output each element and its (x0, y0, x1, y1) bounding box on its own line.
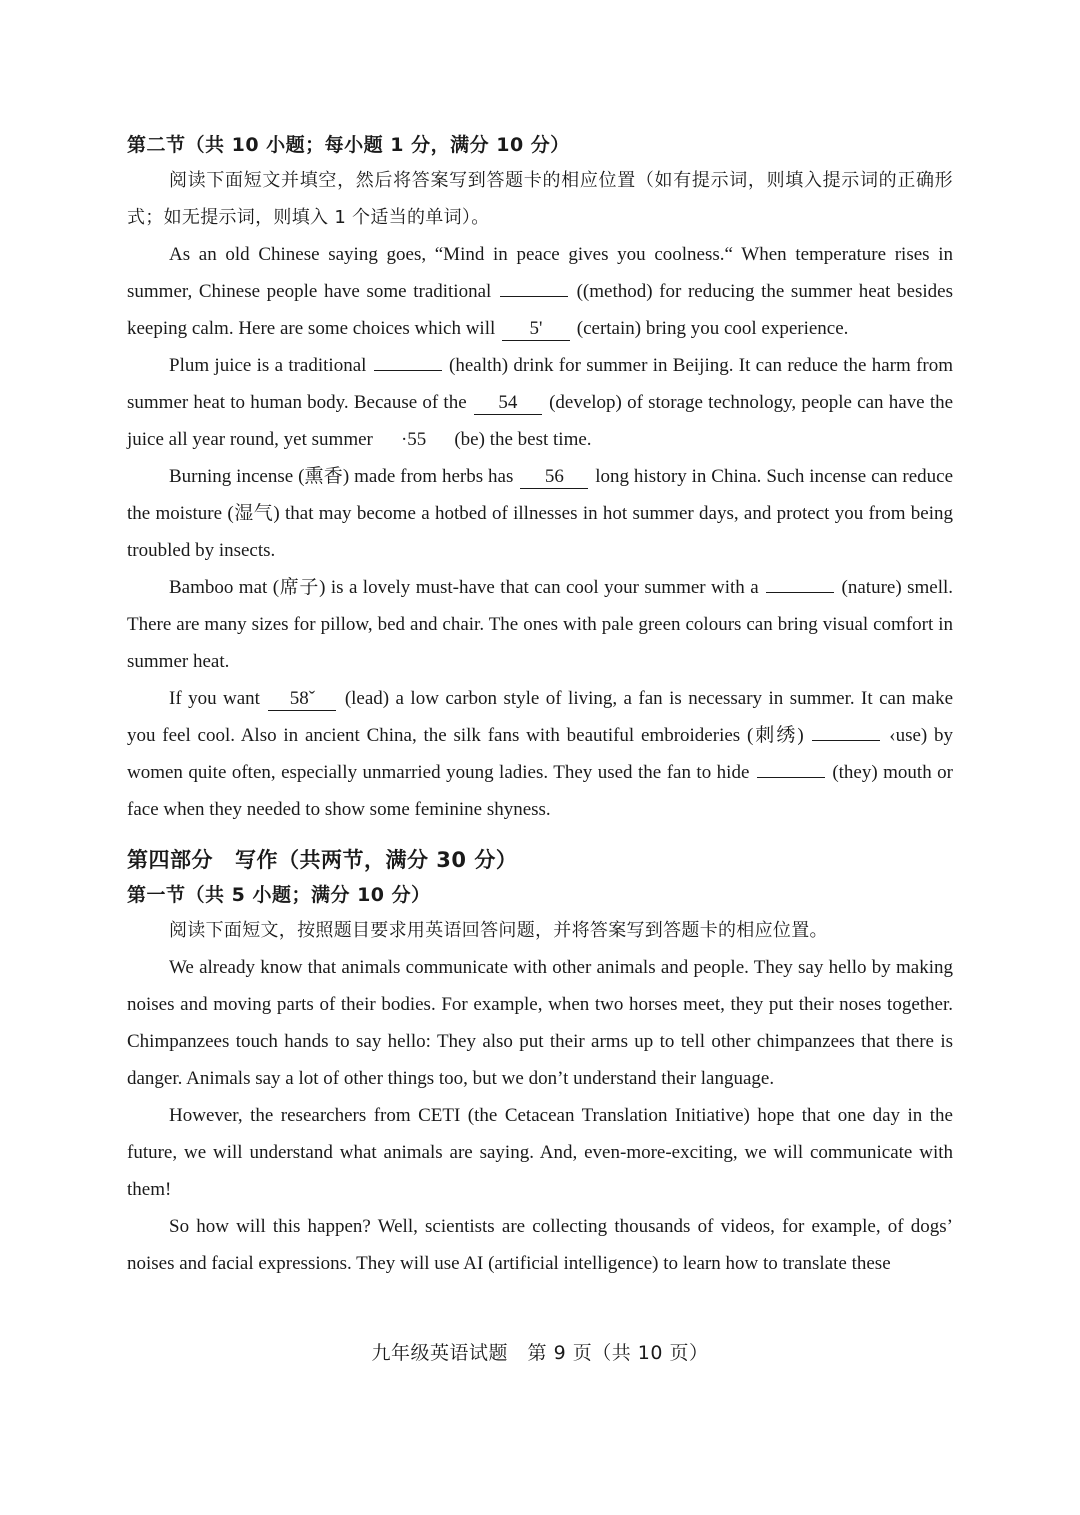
part-4-heading (127, 842, 953, 878)
answer-blank-53b (374, 370, 442, 371)
answer-blank-57 (766, 592, 834, 593)
part-4-title: 写作（共两节，满分 30 分） (235, 848, 518, 872)
passage-paragraph-5 (127, 680, 953, 828)
answer-blank-58: 58ˇ (268, 688, 336, 711)
paragraph-text: (health) drink for summer in Beijing. It can reduce the harm from summer heat to human body. Because of the (127, 355, 953, 413)
reading-paragraph-2: However, the researchers from CETI (the Cetacean Translation Initiative) hope that one day in the future, we will understand what animals are saying. And, even-more-exciting, we will communicate with them! (127, 1105, 953, 1200)
answer-blank-53: 5' (502, 318, 570, 341)
section-1-heading: 第一节（共 5 小题；满分 10 分） (127, 884, 431, 906)
answer-blank-52 (500, 296, 568, 297)
paragraph-text: Burning incense (熏香) made from herbs has (169, 466, 514, 487)
passage-paragraph-2 (127, 347, 953, 458)
section-2-instruction: 阅读下面短文并填空，然后将答案写到答题卡的相应位置（如有提示词，则填入提示词的正确形式；如无提示词，则填入 1 个适当的单词）。 (127, 170, 953, 228)
paragraph-text: (lead) a low carbon style of living, a fan is necessary in summer. It can make you feel cool. Also in ancient China, the silk fans with beautiful embroideries (刺绣) (127, 688, 954, 746)
paragraph-text: (nature) smell. There are many sizes for pillow, bed and chair. The ones with pale green colours can bring visual comfort in summer heat. (127, 577, 954, 672)
paragraph-text: (develop) of storage technology, people can have the juice all year round, yet summer (127, 392, 954, 450)
section-2-heading: 第二节（共 10 小题；每小题 1 分，满分 10 分） (127, 134, 570, 156)
paragraph-text: If you want (169, 688, 260, 709)
answer-blank-56: 56 (520, 466, 588, 489)
answer-blank-54: 54 (474, 392, 542, 415)
paragraph-text: long history in China. Such incense can reduce the moisture (湿气) that may become a hotbed of illnesses in hot summer days, and protect you from being troubled by insects. (127, 466, 954, 561)
paragraph-text: As an old Chinese saying goes, “Mind in peace gives you coolness.“ When temperature rises in summer, Chinese people have some traditional (127, 244, 953, 302)
passage-paragraph-3 (127, 458, 953, 569)
reading-paragraph-3: So how will this happen? Well, scientists are collecting thousands of videos, for example, of dogs’ noises and facial expressions. They will use AI (artificial intelligence) to learn how to translate these (127, 1216, 953, 1274)
passage-paragraph-4 (127, 569, 953, 680)
section-1-instruction: 阅读下面短文，按照题目要求用英语回答问题，并将答案写到答题卡的相应位置。 (169, 920, 828, 941)
reading-paragraph-1: We already know that animals communicate with other animals and people. They say hello by making noises and moving parts of their bodies. For example, when two horses meet, they put their noses together. Chimpanzees touch hands to say hello: They also put their arms up to tell other chimpanzees that there is danger. Animals say a lot of other things too, but we don’t understand their language. (127, 957, 953, 1089)
part-4-label: 第四部分 (127, 848, 213, 872)
paragraph-text: Plum juice is a traditional (169, 355, 367, 376)
paragraph-text: (be) the best time. (454, 429, 592, 450)
page-footer: 九年级英语试题 第 9 页（共 10 页） (371, 1342, 709, 1364)
answer-blank-59 (812, 740, 880, 741)
answer-blank-55: ·55 (400, 429, 427, 450)
passage-paragraph-1 (127, 236, 953, 347)
paragraph-text: (they) mouth or face when they needed to show some feminine shyness. (127, 762, 953, 820)
paragraph-text: ((method) for reducing the summer heat besides keeping calm. Here are some choices which will (127, 281, 953, 339)
paragraph-text: (certain) bring you cool experience. (576, 318, 849, 339)
paragraph-text: ‹use) by women quite often, especially unmarried young ladies. They used the fan to hide (127, 725, 954, 783)
page-content (127, 128, 953, 1282)
answer-blank-60 (757, 777, 825, 778)
paragraph-text: Bamboo mat (席子) is a lovely must-have that can cool your summer with a (169, 577, 759, 598)
